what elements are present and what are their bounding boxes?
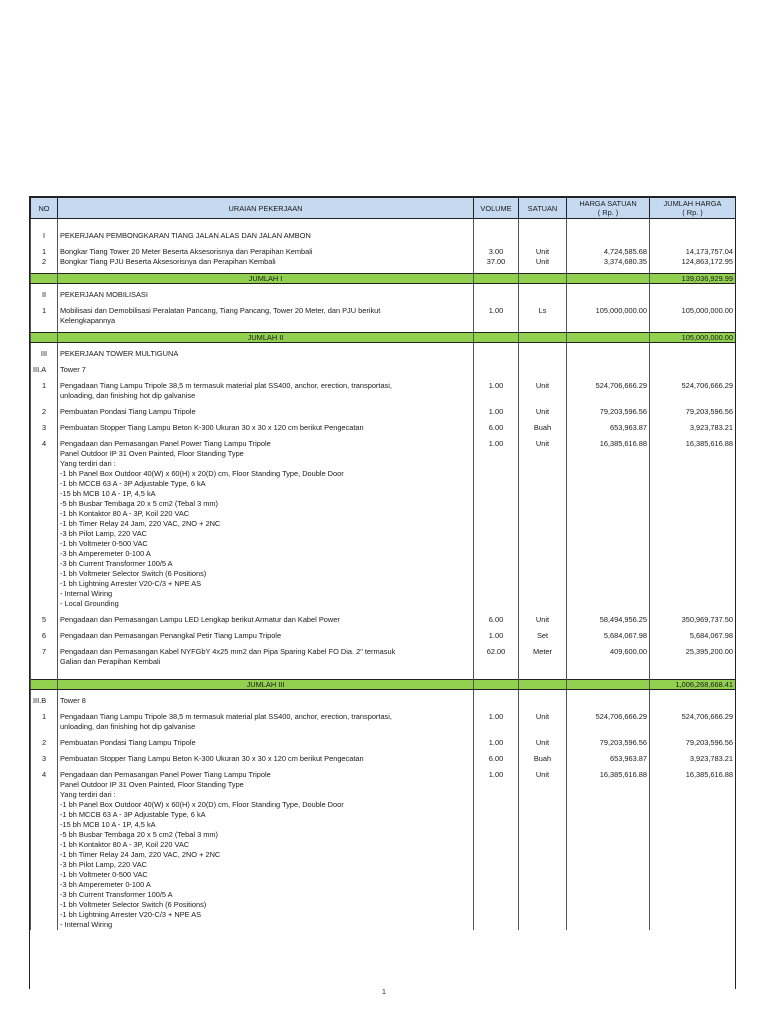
table-row [31,247,736,257]
item-desc: Bongkar Tiang PJU Beserta Aksesorisnya dan Perapihan Kembali [58,257,474,267]
total-row [31,333,736,343]
spec-line: -1 bh MCCB 63 A - 3P Adjustable Type, 6 kA [58,479,474,489]
item-desc-line: unloading, dan finishing hot dip galvanise [58,391,474,401]
table-row [31,381,736,391]
spec-line: - Internal Wiring [58,920,474,930]
item-harga: 105,000,000.00 [567,306,650,316]
item-jumlah: 5,684,067.98 [650,631,736,641]
item-jumlah: 79,203,596.56 [650,407,736,417]
item-satuan: Ls [519,306,567,316]
table-row [31,423,736,433]
item-desc-line: Galian dan Perapihan Kembali [58,657,474,667]
subsection-no: III.A [31,365,58,375]
spec-line: -5 bh Busbar Tembaga 20 x 5 cm2 (Tebal 3 mm) [58,499,474,509]
item-harga: 16,385,616.88 [567,439,650,449]
spec-line: Panel Outdoor IP 31 Oven Painted, Floor Standing Type [58,449,474,459]
spec-line: -1 bh Kontaktor 80 A - 3P, Koil 220 VAC [58,509,474,519]
table-row [31,631,736,641]
item-volume: 6.00 [474,423,519,433]
item-no: 1 [31,306,58,316]
rab-table [30,197,736,930]
spec-line: -3 bh Amperemeter 0-100 A [58,880,474,890]
item-volume: 1.00 [474,306,519,316]
spec-line: - Internal Wiring [58,589,474,599]
total-value: 105,000,000.00 [650,333,736,343]
item-volume: 1.00 [474,712,519,722]
header-jumlah-harga: JUMLAH HARGA ( Rp. ) [650,198,736,219]
item-no: 6 [31,631,58,641]
section-title: PEKERJAAN PEMBONGKARAN TIANG JALAN ALAS DAN JALAN AMBON [58,231,474,241]
item-jumlah: 14,173,757.04 [650,247,736,257]
spec-line: -1 bh MCCB 63 A - 3P Adjustable Type, 6 kA [58,810,474,820]
item-desc: Pengadaan dan Pemasangan Panel Power Tiang Lampu Tripole [58,439,474,449]
table-row [31,439,736,449]
table-row [31,257,736,267]
item-satuan: Unit [519,615,567,625]
item-desc: Pembuatan Pondasi Tiang Lampu Tripole [58,407,474,417]
section-title: PEKERJAAN TOWER MULTIGUNA [58,349,474,359]
header-volume: VOLUME [474,198,519,219]
total-value: 1,006,268,668.41 [650,680,736,690]
header-no: NO [31,198,58,219]
item-jumlah: 105,000,000.00 [650,306,736,316]
item-satuan: Unit [519,407,567,417]
spec-line: -1 bh Voltmeter 0-500 VAC [58,870,474,880]
section-row [31,349,736,359]
table-row [31,712,736,722]
item-jumlah: 3,923,783.21 [650,754,736,764]
table-row [31,754,736,764]
item-satuan: Meter [519,647,567,657]
item-satuan: Unit [519,738,567,748]
item-no: 4 [31,439,58,449]
subsection-row [31,696,736,706]
item-desc: Pengadaan dan Pemasangan Penangkal Petir Tiang Lampu Tripole [58,631,474,641]
header-harga-satuan: HARGA SATUAN ( Rp. ) [567,198,650,219]
section-row [31,231,736,241]
item-volume: 6.00 [474,754,519,764]
item-harga: 524,706,666.29 [567,712,650,722]
spec-line: -1 bh Timer Relay 24 Jam, 220 VAC, 2NO + 2NC [58,850,474,860]
table-row [31,647,736,657]
item-harga: 653,963.87 [567,423,650,433]
item-no: 4 [31,770,58,780]
item-desc: Pengadaan dan Pemasangan Kabel NYFGbY 4x25 mm2 dan Pipa Sparing Kabel FO Dia. 2" termasuk [58,647,474,657]
table-row [31,770,736,780]
subsection-no: III.B [31,696,58,706]
item-no: 5 [31,615,58,625]
item-jumlah: 350,969,737.50 [650,615,736,625]
spec-line: -1 bh Voltmeter Selector Switch (6 Positions) [58,569,474,579]
table-row [31,306,736,316]
item-harga: 5,684,067.98 [567,631,650,641]
item-no: 1 [31,712,58,722]
item-volume: 1.00 [474,770,519,780]
total-label: JUMLAH I [58,274,474,284]
spec-line: -3 bh Pilot Lamp, 220 VAC [58,529,474,539]
item-jumlah: 524,706,666.29 [650,712,736,722]
item-satuan: Unit [519,439,567,449]
item-satuan: Set [519,631,567,641]
item-harga: 79,203,596.56 [567,738,650,748]
table-row [31,407,736,417]
spec-line: -3 bh Current Transformer 100/5 A [58,559,474,569]
item-no: 3 [31,754,58,764]
item-satuan: Buah [519,754,567,764]
item-volume: 3.00 [474,247,519,257]
spec-line: -1 bh Lightning Arrester V20-C/3 + NPE AS [58,579,474,589]
item-jumlah: 16,385,616.88 [650,439,736,449]
item-no: 2 [31,407,58,417]
item-no: 1 [31,247,58,257]
spec-line: -15 bh MCB 10 A - 1P, 4,5 kA [58,489,474,499]
spec-line: -15 bh MCB 10 A - 1P, 4,5 kA [58,820,474,830]
table-header [31,198,736,219]
item-desc: Bongkar Tiang Tower 20 Meter Beserta Aksesorisnya dan Perapihan Kembali [58,247,474,257]
spec-line: Yang terdiri dari : [58,790,474,800]
item-harga: 524,706,666.29 [567,381,650,391]
section-no: III [31,349,58,359]
total-row [31,274,736,284]
spec-line: - Local Grounding [58,599,474,609]
item-harga: 4,724,585.68 [567,247,650,257]
item-volume: 37.00 [474,257,519,267]
item-volume: 6.00 [474,615,519,625]
subsection-title: Tower 7 [58,365,474,375]
item-desc-line: Kelengkapannya [58,316,474,326]
item-volume: 62.00 [474,647,519,657]
item-harga: 3,374,680.35 [567,257,650,267]
spec-line: -1 bh Voltmeter 0-500 VAC [58,539,474,549]
spec-line: -1 bh Voltmeter Selector Switch (6 Positions) [58,900,474,910]
rab-sheet [29,196,736,989]
item-harga: 409,600.00 [567,647,650,657]
item-satuan: Unit [519,257,567,267]
item-jumlah: 124,863,172.95 [650,257,736,267]
total-label: JUMLAH III [58,680,474,690]
spec-line: -5 bh Busbar Tembaga 20 x 5 cm2 (Tebal 3 mm) [58,830,474,840]
item-jumlah: 16,385,616.88 [650,770,736,780]
spec-line: -3 bh Current Transformer 100/5 A [58,890,474,900]
table-row-continued [31,316,736,326]
item-no: 7 [31,647,58,657]
section-no: I [31,231,58,241]
item-harga: 653,963.87 [567,754,650,764]
item-volume: 1.00 [474,381,519,391]
item-satuan: Unit [519,381,567,391]
item-satuan: Unit [519,770,567,780]
item-jumlah: 524,706,666.29 [650,381,736,391]
item-desc: Mobilisasi dan Demobilisasi Peralatan Pancang, Tiang Pancang, Tower 20 Meter, dan PJU berikut [58,306,474,316]
table-row [31,615,736,625]
item-desc: Pengadaan dan Pemasangan Panel Power Tiang Lampu Tripole [58,770,474,780]
subsection-title: Tower 8 [58,696,474,706]
item-desc: Pembuatan Stopper Tiang Lampu Beton K-300 Ukuran 30 x 30 x 120 cm berikut Pengecatan [58,754,474,764]
spec-line: -3 bh Pilot Lamp, 220 VAC [58,860,474,870]
item-desc: Pembuatan Stopper Tiang Lampu Beton K-300 Ukuran 30 x 30 x 120 cm berikut Pengecatan [58,423,474,433]
spec-line: -1 bh Timer Relay 24 Jam, 220 VAC, 2NO + 2NC [58,519,474,529]
item-desc: Pembuatan Pondasi Tiang Lampu Tripole [58,738,474,748]
spec-line: -1 bh Lightning Arrester V20-C/3 + NPE AS [58,910,474,920]
item-satuan: Buah [519,423,567,433]
item-volume: 1.00 [474,407,519,417]
item-volume: 1.00 [474,439,519,449]
spec-line: -3 bh Amperemeter 0-100 A [58,549,474,559]
subsection-row [31,365,736,375]
item-desc: Pengadaan Tiang Lampu Tripole 38,5 m termasuk material plat SS400, anchor, erection, transportasi, [58,712,474,722]
item-desc: Pengadaan Tiang Lampu Tripole 38,5 m termasuk material plat SS400, anchor, erection, transportasi, [58,381,474,391]
header-uraian: URAIAN PEKERJAAN [58,198,474,219]
item-volume: 1.00 [474,738,519,748]
section-title: PEKERJAAN MOBILISASI [58,290,474,300]
item-jumlah: 25,395,200.00 [650,647,736,657]
item-jumlah: 3,923,783.21 [650,423,736,433]
item-no: 2 [31,738,58,748]
spec-line: Yang terdiri dari : [58,459,474,469]
total-value: 139,036,929.99 [650,274,736,284]
page-number: 1 [382,989,386,996]
item-jumlah: 79,203,596.56 [650,738,736,748]
item-desc-line: unloading, dan finishing hot dip galvanise [58,722,474,732]
table-row [31,738,736,748]
item-desc: Pengadaan dan Pemasangan Lampu LED Lengkap berikut Armatur dan Kabel Power [58,615,474,625]
spec-line: -1 bh Kontaktor 80 A - 3P, Koil 220 VAC [58,840,474,850]
total-label: JUMLAH II [58,333,474,343]
section-no: II [31,290,58,300]
item-harga: 16,385,616.88 [567,770,650,780]
section-row [31,290,736,300]
item-no: 1 [31,381,58,391]
header-satuan: SATUAN [519,198,567,219]
item-no: 2 [31,257,58,267]
spec-line: Panel Outdoor IP 31 Oven Painted, Floor Standing Type [58,780,474,790]
spec-line: -1 bh Panel Box Outdoor 40(W) x 60(H) x 20(D) cm, Floor Standing Type, Double Door [58,469,474,479]
item-harga: 79,203,596.56 [567,407,650,417]
item-satuan: Unit [519,247,567,257]
item-no: 3 [31,423,58,433]
item-volume: 1.00 [474,631,519,641]
item-harga: 58,494,956.25 [567,615,650,625]
item-satuan: Unit [519,712,567,722]
spec-line: -1 bh Panel Box Outdoor 40(W) x 60(H) x 20(D) cm, Floor Standing Type, Double Door [58,800,474,810]
total-row [31,680,736,690]
